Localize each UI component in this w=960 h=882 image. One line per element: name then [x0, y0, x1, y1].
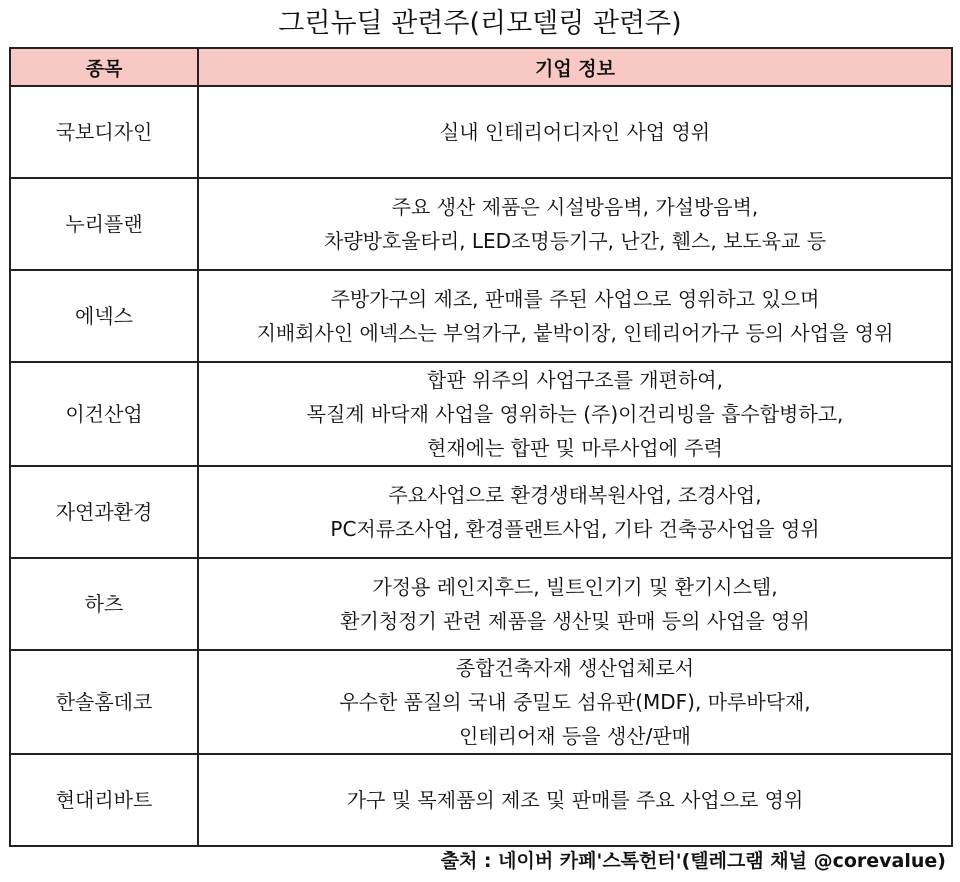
info-line: 현재에는 합판 및 마루사업에 주력 [427, 436, 723, 460]
company-info-cell [198, 650, 952, 754]
company-info-cell [198, 362, 952, 466]
company-info-cell [198, 86, 952, 178]
info-line: 가구 및 목제품의 제조 및 판매를 주요 사업으로 영위 [346, 788, 804, 812]
table-row [10, 270, 952, 362]
stock-name-cell: 누리플랜 [10, 178, 198, 270]
company-info-cell [198, 270, 952, 362]
stock-name-cell: 하츠 [10, 558, 198, 650]
stock-name-cell: 이건산업 [10, 362, 198, 466]
table-row [10, 178, 952, 270]
table-row [10, 466, 952, 558]
stock-name-cell: 국보디자인 [10, 86, 198, 178]
info-line: PC저류조사업, 환경플랜트사업, 기타 건축공사업을 영위 [330, 517, 820, 541]
info-line: 가정용 레인지후드, 빌트인기기 및 환기시스템, [372, 575, 778, 599]
table-row [10, 86, 952, 178]
company-info-cell [198, 558, 952, 650]
table-header-row [10, 48, 952, 86]
info-line: 차량방호울타리, LED조명등기구, 난간, 휀스, 보도육교 등 [323, 229, 827, 253]
table-row [10, 650, 952, 754]
info-line: 주방가구의 제조, 판매를 주된 사업으로 영위하고 있으며 [330, 287, 820, 311]
info-line: 우수한 품질의 국내 중밀도 섬유판(MDF), 마루바닥재, [339, 690, 811, 714]
company-info-cell [198, 754, 952, 846]
stock-name-cell: 자연과환경 [10, 466, 198, 558]
column-header-company-info: 기업 정보 [198, 48, 952, 86]
company-info-cell [198, 466, 952, 558]
table-row [10, 754, 952, 846]
company-info-cell [198, 178, 952, 270]
table-row [10, 558, 952, 650]
page-title: 그린뉴딜 관련주(리모델링 관련주) [278, 8, 682, 39]
info-line: 인테리어재 등을 생산/판매 [459, 724, 691, 748]
column-header-stock: 종목 [10, 48, 198, 86]
info-line: 종합건축자재 생산업체로서 [455, 656, 695, 680]
info-line: 목질계 바닥재 사업을 영위하는 (주)이건리빙을 흡수합병하고, [306, 402, 844, 426]
info-line: 주요사업으로 환경생태복원사업, 조경사업, [388, 483, 762, 507]
info-line: 실내 인테리어디자인 사업 영위 [439, 120, 711, 144]
info-line: 주요 생산 제품은 시설방음벽, 가설방음벽, [391, 195, 759, 219]
stock-name-cell: 한솔홈데코 [10, 650, 198, 754]
stock-info-table [9, 47, 953, 847]
info-line: 환기청정기 관련 제품을 생산및 판매 등의 사업을 영위 [340, 609, 810, 633]
source-credit: 출처 : 네이버 카페'스톡헌터'(텔레그램 채널 @corevalue) [440, 850, 946, 872]
stock-name-cell: 에넥스 [10, 270, 198, 362]
stock-name-cell: 현대리바트 [10, 754, 198, 846]
info-line: 합판 위주의 사업구조를 개편하여, [427, 368, 723, 392]
table-row [10, 362, 952, 466]
info-line: 지배회사인 에넥스는 부엌가구, 붙박이장, 인테리어가구 등의 사업을 영위 [256, 321, 894, 345]
